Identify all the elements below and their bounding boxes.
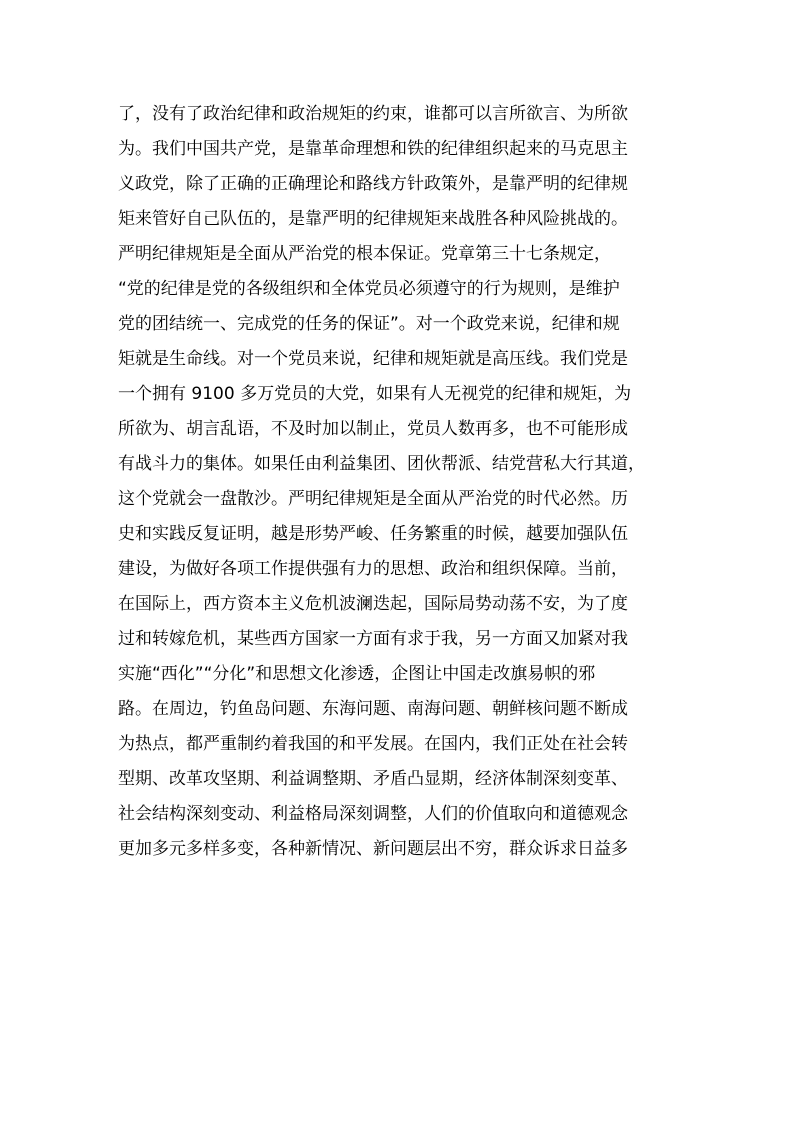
text-line: 所欲为、胡言乱语，不及时加以制止，党员人数再多，也不可能形成 xyxy=(118,419,628,439)
text-line: 路。在周边，钓鱼岛问题、东海问题、南海问题、朝鲜核问题不断成 xyxy=(118,699,628,719)
text-line: 社会结构深刻变动、利益格局深刻调整，人们的价值取向和道德观念 xyxy=(118,804,628,824)
text-line: 了，没有了政治纪律和政治规矩的约束，谁都可以言所欲言、为所欲 xyxy=(118,104,628,124)
text-line: 有战斗力的集体。如果任由利益集团、团伙帮派、结党营私大行其道， xyxy=(118,454,645,474)
text-line: 为热点，都严重制约着我国的和平发展。在国内，我们正处在社会转 xyxy=(118,734,628,754)
text-line: 过和转嫁危机，某些西方国家一方面有求于我，另一方面又加紧对我 xyxy=(118,629,628,649)
text-line: 这个党就会一盘散沙。严明纪律规矩是全面从严治党的时代必然。历 xyxy=(118,489,628,509)
text-line: 在国际上，西方资本主义危机波澜迭起，国际局势动荡不安，为了度 xyxy=(118,594,628,614)
text-line: 史和实践反复证明，越是形势严峻、任务繁重的时候，越要加强队伍 xyxy=(118,524,628,544)
text-line: 矩来管好自己队伍的，是靠严明的纪律规矩来战胜各种风险挑战的。 xyxy=(118,209,628,229)
text-line: 为。我们中国共产党，是靠革命理想和铁的纪律组织起来的马克思主 xyxy=(118,139,628,159)
text-line: 建设，为做好各项工作提供强有力的思想、政治和组织保障。当前， xyxy=(118,559,628,579)
text-line: 更加多元多样多变，各种新情况、新问题层出不穷，群众诉求日益多 xyxy=(118,839,628,859)
text-line: 实施“西化”“分化”和思想文化渗透，企图让中国走改旗易帜的邪 xyxy=(118,664,596,684)
text-line: 一个拥有 9100 多万党员的大党，如果有人无视党的纪律和规矩，为 xyxy=(118,384,632,404)
text-line: 矩就是生命线。对一个党员来说，纪律和规矩就是高压线。我们党是 xyxy=(118,349,628,369)
text-line: “党的纪律是党的各级组织和全体党员必须遵守的行为规则，是维护 xyxy=(118,279,620,299)
text-line: 严明纪律规矩是全面从严治党的根本保证。党章第三十七条规定， xyxy=(118,244,611,264)
text-line: 党的团结统一、完成党的任务的保证”。对一个政党来说，纪律和规 xyxy=(118,314,620,334)
text-line: 义政党，除了正确的正确理论和路线方针政策外，是靠严明的纪律规 xyxy=(118,174,628,194)
text-line: 型期、改革攻坚期、利益调整期、矛盾凸显期，经济体制深刻变革、 xyxy=(118,769,628,789)
body-text xyxy=(118,97,678,867)
